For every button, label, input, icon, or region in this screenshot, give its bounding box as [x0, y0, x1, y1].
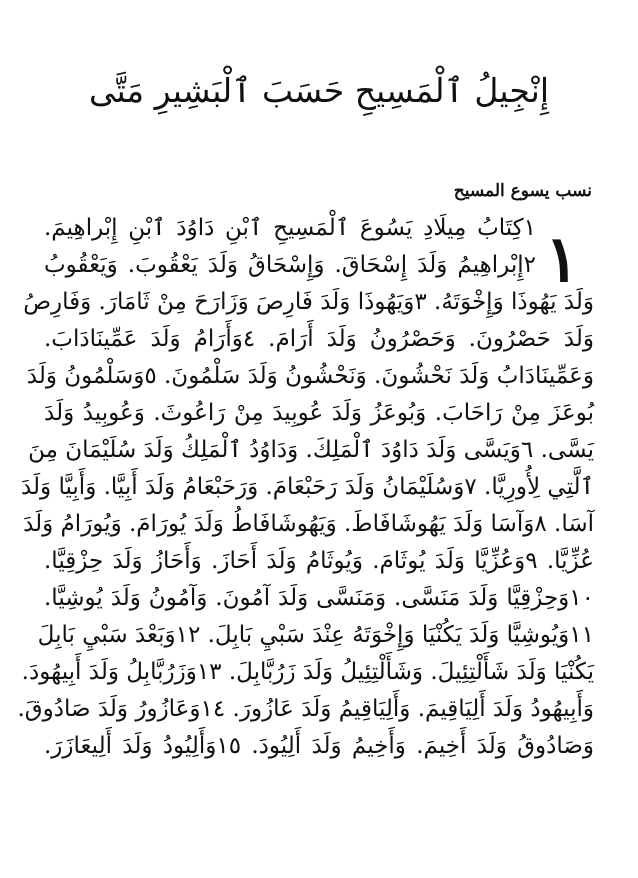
- text-line: ٢إِبْراهِيمُ وَلَدَ إِسْحَاقَ. وَإِسْحَاقُ وَلَدَ يَعْقُوبَ. وَيَعْقُوبُ: [44, 252, 536, 278]
- text-line: يَكُنْيَا وَلَدَ شَأَلْتِئِيلَ. وَشَأَلْتِئِيلُ وَلَدَ زَرُبَّابِلَ. ١٣وَزَرُبَّابِلُ وَلَدَ أَبِيهُودَ.: [21, 659, 594, 685]
- text-line: بُوعَزَ مِنْ رَاحَابَ. وَبُوعَزُ وَلَدَ عُوبِيدَ مِنْ رَاعُوثَ. وَعُوبِيدُ وَلَدَ: [44, 400, 594, 426]
- book-title: إِنْجِيلُ ٱلْمَسِيحِ حَسَبَ ٱلْبَشِيرِ مَتَّى: [88, 71, 550, 110]
- text-line: وَلَدَ حَصْرُونَ. وَحَصْرُونُ وَلَدَ أَرَامَ. ٤وَأَرَامُ وَلَدَ عَمِّينَادَابَ.: [44, 326, 594, 352]
- section-heading: نسب يسوع المسيح: [453, 181, 592, 201]
- text-line: وَصَادُوقُ وَلَدَ أَخِيمَ. وَأَخِيمُ وَلَدَ أَلِيُودَ. ١٥وَأَلِيُودُ وَلَدَ أَلِيعَازَرَ.: [44, 733, 594, 759]
- chapter-number: ١: [544, 222, 580, 297]
- text-line: ٱلَّتِي لِأُورِيَّا. ٧وَسُلَيْمَانُ وَلَدَ رَحَبْعَامَ. وَرَحَبْعَامُ وَلَدَ أَبِيَّا. وَأَبِيَّا وَلَدَ: [20, 474, 594, 500]
- text-line: وَلَدَ يَهُوذَا وَإِخْوَتَهُ. ٣وَيَهُوذَا وَلَدَ فَارِصَ وَزَارَحَ مِنْ ثَامَارَ. وَفَارِصُ: [23, 289, 594, 315]
- text-line: آسَا. ٨وَآسَا وَلَدَ يَهُوشَافَاطَ. وَيَهُوشَافَاطُ وَلَدَ يُورَامَ. وَيُورَامُ وَلَدَ: [23, 511, 594, 537]
- text-line: عُزِّيَّا. ٩وَعُزِّيَّا وَلَدَ يُوثَامَ. وَيُوثَامُ وَلَدَ أَحَازَ. وَأَحَازُ وَلَدَ حِزْقِيَّا.: [44, 548, 594, 574]
- text-line: ١١وَيُوشِيَّا وَلَدَ يَكُنْيَا وَإِخْوَتَهُ عِنْدَ سَبْيِ بَابِلَ. ١٢وَبَعْدَ سَبْيِ بَابِلَ: [37, 622, 594, 648]
- text-line: ١كِتَابُ مِيلَادِ يَسُوعَ ٱلْمَسِيحِ ٱبْنِ دَاوُدَ ٱبْنِ إِبْراهِيمَ.: [44, 215, 536, 241]
- text-line: وَأَبِيهُودُ وَلَدَ أَلِيَاقِيمَ. وَأَلِيَاقِيمُ وَلَدَ عَازُورَ. ١٤وَعَازُورُ وَلَدَ صَادُوقَ.: [17, 696, 594, 722]
- text-line: وَعَمِّينَادَابُ وَلَدَ نَحْشُونَ. وَنَحْشُونُ وَلَدَ سَلْمُونَ. ٥وَسَلْمُونُ وَلَدَ: [26, 363, 594, 389]
- text-line: يَسَّى. ٦وَيَسَّى وَلَدَ دَاوُدَ ٱلْمَلِكَ. وَدَاوُدُ ٱلْمَلِكُ وَلَدَ سُلَيْمَانَ مِنَ: [28, 437, 594, 463]
- text-line: ١٠وَحِزْقِيَّا وَلَدَ مَنَسَّى. وَمَنَسَّى وَلَدَ آمُونَ. وَآمُونُ وَلَدَ يُوشِيَّا.: [44, 585, 594, 611]
